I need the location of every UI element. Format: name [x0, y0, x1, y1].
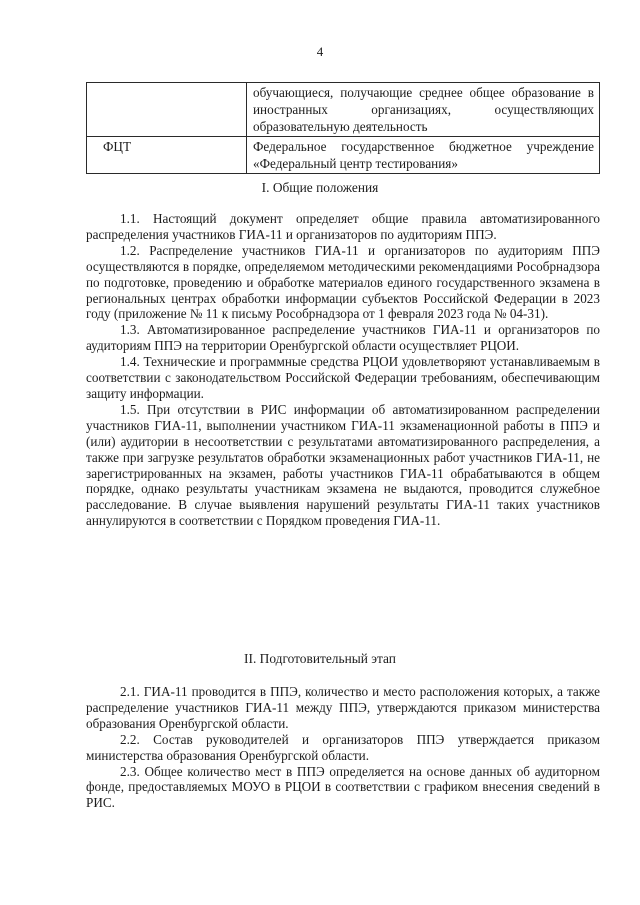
section-title-general-provisions: I. Общие положения: [261, 180, 379, 195]
paragraph: 2.1. ГИА-11 проводится в ППЭ, количество и место расположения которых, а также распределение участников ГИА-11 между ППЭ, утверждаются приказом министерства образования Оренбургской области.: [86, 684, 600, 731]
section-body-preparatory-stage: [86, 684, 600, 811]
paragraph: 1.3. Автоматизированное распределение участников ГИА-11 и организаторов по аудиториям ППЭ на территории Оренбургской области осуществляет РЦОИ.: [86, 322, 600, 354]
page-number: 4: [316, 44, 324, 59]
paragraph: 2.3. Общее количество мест в ППЭ определяется на основе данных об аудиторном фонде, предоставляемых МОУО в РЦОИ в соответствии с графиком внесения сведений в РИС.: [86, 763, 600, 811]
paragraph: 1.1. Настоящий документ определяет общие правила автоматизированного распределения участников ГИА-11 и организаторов по аудиториям ППЭ.: [86, 211, 600, 242]
table-row: [87, 83, 600, 137]
section-body-general-provisions: [86, 211, 600, 529]
paragraph: 1.4. Технические и программные средства РЦОИ удовлетворяют устанавливаемым в соответствии с законодательством Российской Федерации требованиям, обеспечивающим защиту информации.: [86, 354, 600, 401]
table-row: [87, 137, 600, 174]
paragraph: 1.2. Распределение участников ГИА-11 и организаторов по аудиториям ППЭ осуществляются в порядке, определяемом методическими рекомендациями Рособрнадзора по подготовке, проведению и обработке материалов единого государственного экзамена в региональных центрах обработки информации субъектов Российской Федерации в 2023 году (приложение № 11 к письму Рособрнадзора от 1 февраля 2023 года № 04-31).: [86, 242, 600, 322]
abbreviations-table: [86, 82, 600, 174]
paragraph: 1.5. При отсутствии в РИС информации об автоматизированном распределении участников ГИА-11, выполнении участником ГИА-11 экзаменационной работы в ППЭ и (или) аудитории в несоответствии с результатами автоматизированного распределения, а также при загрузке результатов обработки экзаменационных работ участников ГИА-11, не зарегистрированных на экзамен, работы участников ГИА-11 обрабатываются в общем порядке, однако результаты участникам экзамена не выдаются, проводится служебное расследование. В случае выявления нарушений результаты ГИА-11 таких участников аннулируются в соответствии с Порядком проведения ГИА-11.: [86, 401, 600, 529]
section-title-preparatory-stage: II. Подготовительный этап: [244, 651, 396, 666]
definition-cell: обучающиеся, получающие среднее общее образование в иностранных организациях, осуществляющих образовательную деятельность: [247, 83, 600, 137]
abbreviation-cell: [87, 83, 247, 137]
paragraph: 2.2. Состав руководителей и организаторов ППЭ утверждается приказом министерства образования Оренбургской области.: [86, 731, 600, 763]
abbreviation-cell: ФЦТ: [87, 137, 247, 174]
definition-cell: Федеральное государственное бюджетное учреждение «Федеральный центр тестирования»: [247, 137, 600, 174]
